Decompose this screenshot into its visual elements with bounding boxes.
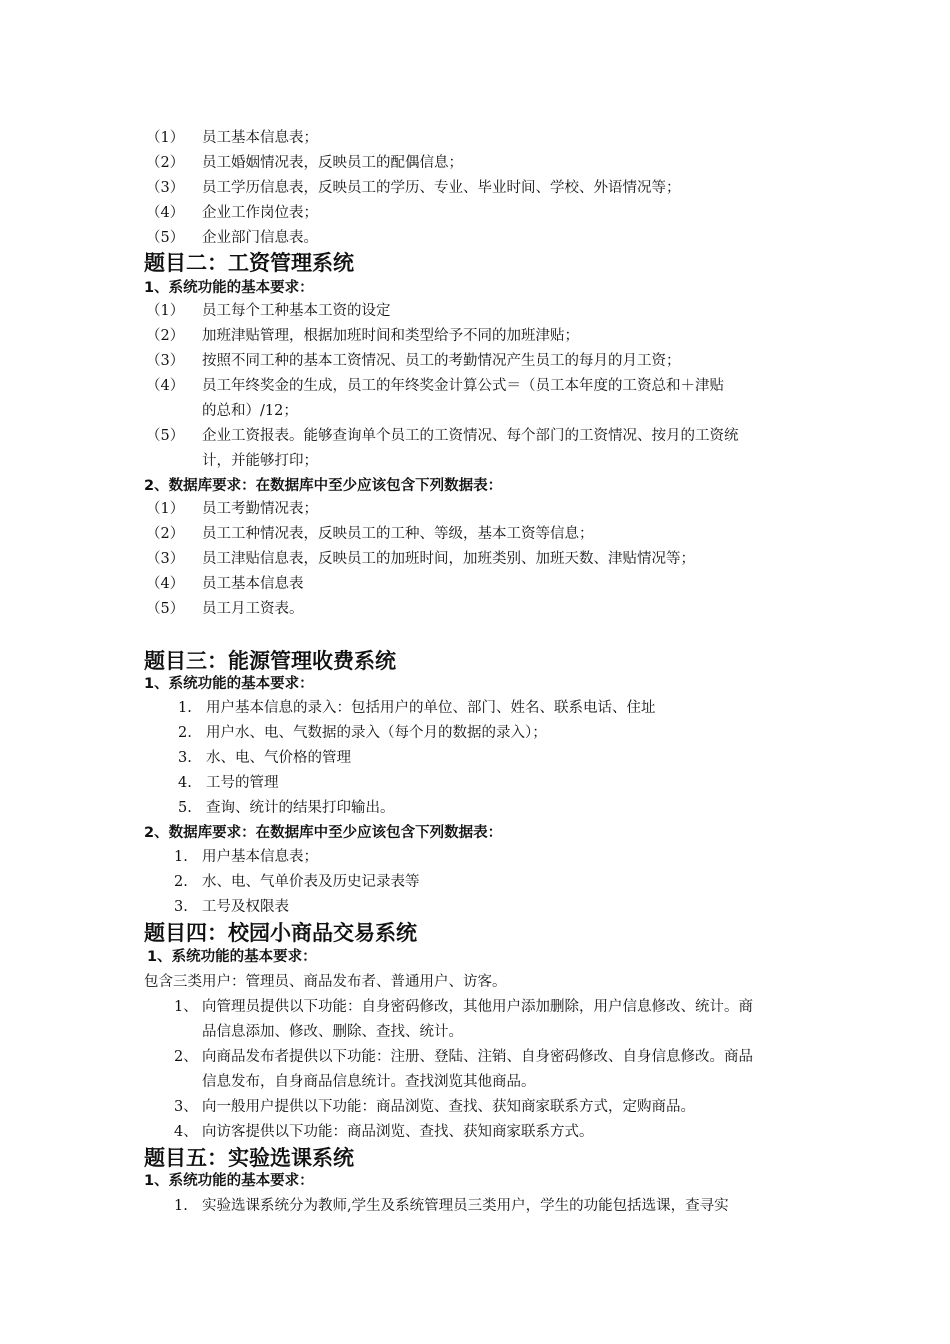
topic2-title: 题目二：工资管理系统 xyxy=(144,251,354,275)
topic5-func-heading: 1、系统功能的基本要求： xyxy=(144,1173,314,1189)
document-page: （1） 员工基本信息表； （2） 员工婚姻情况表，反映员工的配偶信息； （3） 员工学历信息表，反映员工的学历、专业、毕业时间、学校、外语情况等； （4） 企业工作岗位表； （5） 企业部门信息表。 题目二：工资管理系统 1、系统功能的基本要求： （1） 员工每个工种基本工资的设定 （2） 加班津贴管理，根据加班时间和类型给予不同的加班津贴； （3） 按照不同工种的基本工资情况、员工的考勤情况产生员工的每月的月工资； （4） 员工年终奖金的生成，员工的年终奖金计算公式＝（员工本年度的工资总和＋津贴 的总和）/12； （5） 企业工资报表。能够查询单个员工的工资情况、每个部门的工资情况、按月的工资统 计，并能够打印； 2、数据库要求：在数据库中至少应该包含下列数据表： （1） 员工考勤情况表； （2） 员工工种情况表，反映员工的工种、等级，基本工资等信息； （3） 员工津贴信息表，反映员工的加班时间，加班类别、加班天数、津贴情况等； （4） 员工基本信息表 （5） 员工月工资表。 题目三：能源管理收费系统 1、系统功能的基本要求： 1. 用户基本信息的录入：包括用户的单位、部门、姓名、联系电话、住址 2. 用户水、电、气数据的录入（每个月的数据的录入）； 3. 水、电、气价格的管理 4. 工号的管理 5. 查询、统计的结果打印输出。 2、数据库要求：在数据库中至少应该包含下列数据表： 1. 用户基本信息表； 2. 水、电、气单价表及历史记录表等 3. 工号及权限表 题目四：校园小商品交易系统 1、系统功能的基本要求： 包含三类用户：管理员、商品发布者、普通用户、访客。 1、 向管理员提供以下功能：自身密码修改，其他用户添加删除，用户信息修改、统计。商 品信息添加、修改、删除、查找、统计。 2、 向商品发布者提供以下功能：注册、登陆、注销、自身密码修改、自身信息修改。商品 信息发布，自身商品信息统计。查找浏览其他商品。 3、 向一般用户提供以下功能：商品浏览、查找、获知商家联系方式，定购商品。 4、 向访客提供以下功能：商品浏览、查找、获知商家联系方式。 题目五：实验选课系统 1、系统功能的基本要求： 1. 实验选课系统分为教师,学生及系统管理员三类用户，学生的功能包括选课，查寻实 xyxy=(144,130,753,1214)
topic3-title: 题目三：能源管理收费系统 xyxy=(144,649,396,673)
topic4-title: 题目四：校园小商品交易系统 xyxy=(144,921,417,945)
topic4-func-heading: 1、系统功能的基本要求： xyxy=(147,949,317,965)
topic2-db-heading: 2、数据库要求：在数据库中至少应该包含下列数据表： xyxy=(144,478,503,494)
topic2-func-heading: 1、系统功能的基本要求： xyxy=(144,280,314,296)
topic3-db-heading: 2、数据库要求：在数据库中至少应该包含下列数据表： xyxy=(144,825,503,841)
topic5-title: 题目五：实验选课系统 xyxy=(144,1146,354,1170)
topic3-func-heading: 1、系统功能的基本要求： xyxy=(144,676,314,692)
topic4-intro: 包含三类用户：管理员、商品发布者、普通用户、访客。 xyxy=(144,974,507,990)
